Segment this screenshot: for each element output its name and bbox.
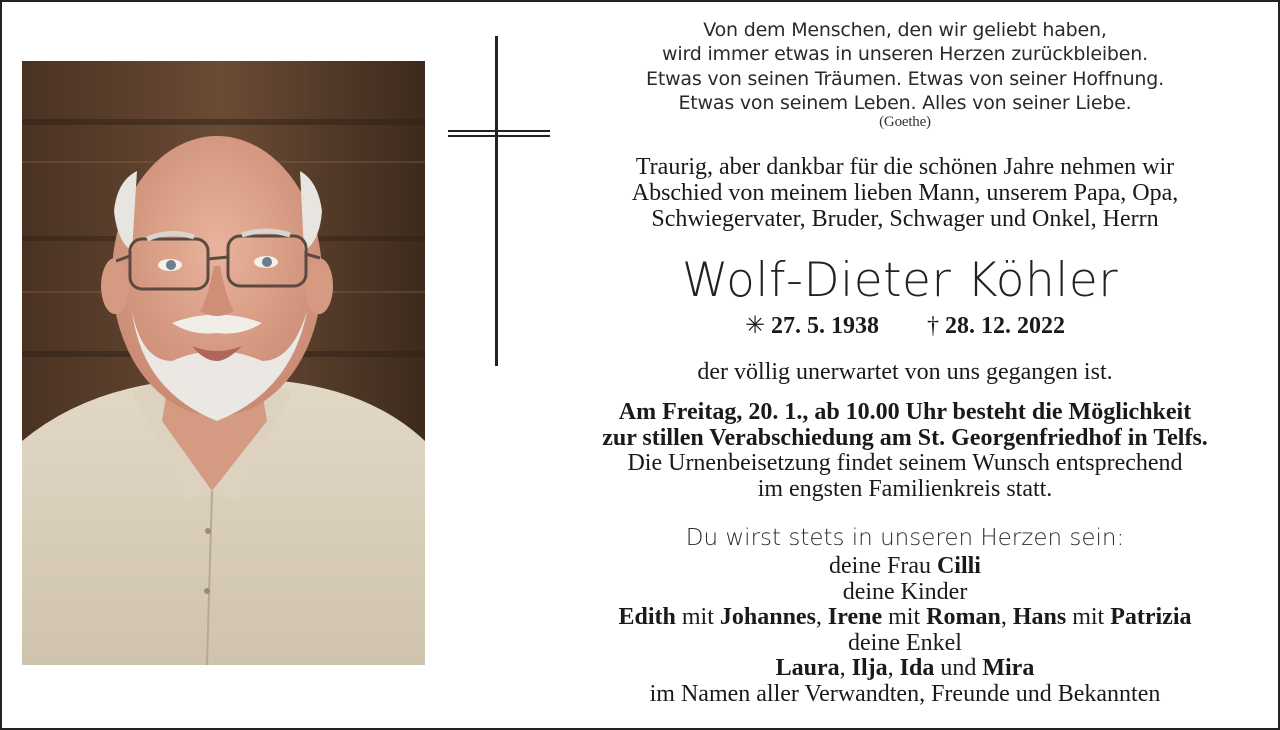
passed-text: der völlig unerwartet von uns gegangen ist. (697, 359, 1113, 385)
announcement-line: im engsten Familienkreis statt. (757, 475, 1053, 502)
separator-text: , (839, 655, 852, 682)
death-cross-icon: † (927, 313, 940, 339)
children-label: deine Kinder (842, 578, 968, 605)
children-line (555, 605, 1255, 631)
partner-name: Johannes (719, 604, 816, 631)
intro-line: Abschied von meinem lieben Mann, unserem Papa, Opa, (631, 180, 1179, 206)
intro-text (555, 154, 1255, 232)
quote-line: wird immer etwas in unseren Herzen zurückbleiben. (662, 43, 1148, 66)
intro-line: Schwiegervater, Bruder, Schwager und Onkel, Herrn (651, 206, 1159, 232)
announcement-bold-line: zur stillen Verabschiedung am St. Georgenfriedhof in Telfs. (602, 424, 1208, 451)
cross-icon (495, 36, 498, 366)
quote-line: Etwas von seinen Träumen. Etwas von seiner Hoffnung. (646, 67, 1164, 90)
death-date-value: 28. 12. 2022 (945, 313, 1066, 339)
portrait-photo (22, 61, 425, 665)
separator-text: , (887, 655, 900, 682)
quote-line: Von dem Menschen, den wir geliebt haben, (703, 19, 1107, 41)
life-dates (555, 312, 1255, 340)
birth-date-value: 27. 5. 1938 (771, 313, 880, 339)
announcement-bold-line: Am Freitag, 20. 1., ab 10.00 Uhr besteht die Möglichkeit (618, 399, 1192, 425)
announcement-line: Die Urnenbeisetzung findet seinem Wunsch entsprechend (627, 450, 1183, 476)
child-name: Irene (827, 604, 883, 631)
grandchild-name: Ilja (851, 655, 888, 682)
birth-date (745, 313, 879, 339)
grandchildren-label: deine Enkel (848, 629, 962, 656)
quote-attribution: (Goethe) (879, 114, 931, 131)
grandchild-name: Laura (775, 655, 840, 682)
birth-star-icon: ✳ (744, 313, 766, 339)
connector-text: und (934, 655, 983, 682)
cross-icon-bar-top (448, 130, 550, 132)
partner-name: Roman (926, 604, 1001, 631)
deceased-name: Wolf-Dieter Köhler (681, 253, 1119, 308)
mourners-list (555, 554, 1255, 708)
heart-line: Du wirst stets in unseren Herzen sein: (685, 525, 1125, 551)
wife-line (555, 554, 1255, 580)
partner-name: Patrizia (1110, 604, 1192, 631)
death-date (927, 313, 1065, 339)
goethe-quote (555, 18, 1255, 130)
cross-icon-bar-bottom (448, 135, 550, 137)
grandchildren-line (555, 656, 1255, 682)
grandchild-name: Mira (982, 655, 1035, 682)
closing-line: im Namen aller Verwandten, Freunde und Bekannten (649, 680, 1161, 707)
quote-line: Etwas von seinem Leben. Alles von seiner Liebe. (678, 91, 1132, 114)
separator-text: , (1000, 604, 1013, 631)
wife-prefix: deine Frau (829, 553, 937, 579)
child-name: Edith (618, 604, 676, 631)
connector-text: mit (882, 604, 927, 631)
wife-name: Cilli (936, 553, 981, 579)
separator-text: , (815, 604, 828, 631)
connector-text: mit (675, 604, 720, 631)
farewell-announcement (555, 400, 1255, 502)
connector-text: mit (1066, 604, 1111, 631)
intro-line: Traurig, aber dankbar für die schönen Jahre nehmen wir (635, 154, 1175, 180)
grandchild-name: Ida (899, 655, 935, 682)
child-name: Hans (1012, 604, 1067, 631)
